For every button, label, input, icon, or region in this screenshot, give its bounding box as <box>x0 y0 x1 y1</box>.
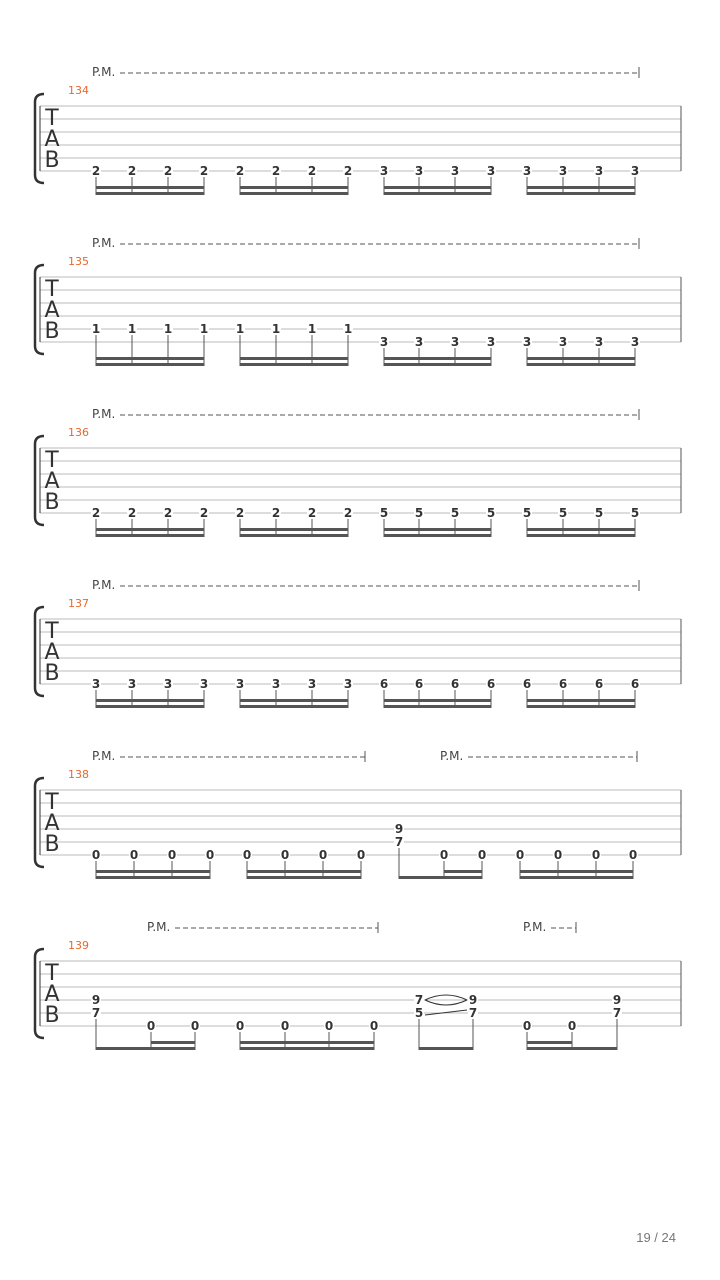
fret-number: 2 <box>163 506 173 520</box>
tab-system-136 <box>35 407 681 537</box>
fret-number: 0 <box>522 1019 532 1033</box>
fret-number: 3 <box>379 164 389 178</box>
fret-number: 3 <box>450 335 460 349</box>
tab-clef-t: T <box>45 106 59 131</box>
palm-mute-label: P.M. <box>523 920 547 934</box>
fret-number: 1 <box>127 322 137 336</box>
fret-number: 0 <box>356 848 366 862</box>
fret-number: 5 <box>379 506 389 520</box>
fret-number: 0 <box>205 848 215 862</box>
fret-number: 1 <box>235 322 245 336</box>
fret-number: 1 <box>271 322 281 336</box>
fret-number: 0 <box>324 1019 334 1033</box>
fret-number: 0 <box>515 848 525 862</box>
page-indicator: 19 / 24 <box>636 1230 676 1245</box>
fret-number: 1 <box>91 322 101 336</box>
fret-number: 3 <box>271 677 281 691</box>
fret-number: 0 <box>280 848 290 862</box>
fret-number: 3 <box>630 335 640 349</box>
fret-number: 3 <box>558 335 568 349</box>
fret-number: 3 <box>630 164 640 178</box>
palm-mute-label: P.M. <box>92 65 116 79</box>
tab-clef-a: A <box>44 811 60 836</box>
palm-mute-label: P.M. <box>92 749 116 763</box>
tab-clef-b: B <box>44 319 60 344</box>
fret-number: 6 <box>558 677 568 691</box>
fret-number: 2 <box>163 164 173 178</box>
tab-system-135 <box>35 236 681 366</box>
fret-number: 7 <box>414 993 424 1007</box>
fret-number: 2 <box>343 164 353 178</box>
palm-mute-label: P.M. <box>92 407 116 421</box>
measure-number: 139 <box>68 939 89 952</box>
fret-number: 0 <box>369 1019 379 1033</box>
fret-number: 7 <box>612 1006 622 1020</box>
fret-number: 0 <box>91 848 101 862</box>
fret-number: 3 <box>199 677 209 691</box>
tab-clef-a: A <box>44 469 60 494</box>
fret-number: 0 <box>318 848 328 862</box>
fret-number: 3 <box>522 335 532 349</box>
fret-number: 0 <box>439 848 449 862</box>
fret-number: 0 <box>477 848 487 862</box>
fret-number: 9 <box>468 993 478 1007</box>
fret-number: 5 <box>558 506 568 520</box>
fret-number: 2 <box>307 164 317 178</box>
fret-number: 7 <box>394 835 404 849</box>
fret-number: 5 <box>486 506 496 520</box>
fret-number: 6 <box>414 677 424 691</box>
fret-number: 2 <box>343 506 353 520</box>
tab-clef-a: A <box>44 640 60 665</box>
fret-number: 1 <box>307 322 317 336</box>
fret-number: 3 <box>558 164 568 178</box>
tab-clef-t: T <box>45 619 59 644</box>
fret-number: 2 <box>199 164 209 178</box>
fret-number: 3 <box>127 677 137 691</box>
fret-number: 3 <box>307 677 317 691</box>
fret-number: 3 <box>91 677 101 691</box>
fret-number: 9 <box>394 822 404 836</box>
fret-number: 5 <box>594 506 604 520</box>
fret-number: 3 <box>414 164 424 178</box>
slur-arc <box>425 995 467 1000</box>
palm-mute-label: P.M. <box>92 578 116 592</box>
fret-number: 2 <box>91 506 101 520</box>
measure-number: 137 <box>68 597 89 610</box>
fret-number: 2 <box>235 164 245 178</box>
measure-number: 138 <box>68 768 89 781</box>
fret-number: 2 <box>307 506 317 520</box>
fret-number: 3 <box>594 335 604 349</box>
fret-number: 6 <box>594 677 604 691</box>
fret-number: 0 <box>190 1019 200 1033</box>
fret-number: 5 <box>450 506 460 520</box>
fret-number: 0 <box>146 1019 156 1033</box>
fret-number: 5 <box>630 506 640 520</box>
fret-number: 3 <box>163 677 173 691</box>
fret-number: 2 <box>199 506 209 520</box>
tab-clef-b: B <box>44 490 60 515</box>
fret-number: 0 <box>567 1019 577 1033</box>
tab-system-139 <box>35 920 681 1050</box>
measure-number: 135 <box>68 255 89 268</box>
fret-number: 0 <box>167 848 177 862</box>
fret-number: 3 <box>486 335 496 349</box>
fret-number: 0 <box>280 1019 290 1033</box>
tab-system-138 <box>35 749 681 879</box>
fret-number: 0 <box>235 1019 245 1033</box>
fret-number: 2 <box>271 506 281 520</box>
fret-number: 0 <box>591 848 601 862</box>
palm-mute-label: P.M. <box>440 749 464 763</box>
measure-number: 134 <box>68 84 89 97</box>
tab-clef-b: B <box>44 1003 60 1028</box>
fret-number: 1 <box>163 322 173 336</box>
tab-clef-t: T <box>45 448 59 473</box>
tab-system-134 <box>35 65 681 195</box>
fret-number: 7 <box>91 1006 101 1020</box>
tab-clef-a: A <box>44 982 60 1007</box>
slur-arc <box>425 1000 467 1005</box>
fret-number: 2 <box>127 164 137 178</box>
fret-number: 6 <box>450 677 460 691</box>
fret-number: 1 <box>199 322 209 336</box>
fret-number: 3 <box>486 164 496 178</box>
palm-mute-label: P.M. <box>147 920 171 934</box>
palm-mute-label: P.M. <box>92 236 116 250</box>
fret-number: 5 <box>522 506 532 520</box>
tab-clef-t: T <box>45 277 59 302</box>
fret-number: 6 <box>379 677 389 691</box>
fret-number: 0 <box>628 848 638 862</box>
fret-number: 9 <box>91 993 101 1007</box>
fret-number: 0 <box>242 848 252 862</box>
fret-number: 2 <box>235 506 245 520</box>
fret-number: 5 <box>414 1006 424 1020</box>
tab-clef-b: B <box>44 832 60 857</box>
tab-clef-a: A <box>44 127 60 152</box>
fret-number: 3 <box>343 677 353 691</box>
tab-clef-t: T <box>45 961 59 986</box>
fret-number: 0 <box>129 848 139 862</box>
fret-number: 9 <box>612 993 622 1007</box>
fret-number: 0 <box>553 848 563 862</box>
fret-number: 3 <box>594 164 604 178</box>
fret-number: 3 <box>235 677 245 691</box>
tab-clef-a: A <box>44 298 60 323</box>
tab-system-137 <box>35 578 681 708</box>
tab-clef-b: B <box>44 661 60 686</box>
tab-clef-t: T <box>45 790 59 815</box>
tab-clef-b: B <box>44 148 60 173</box>
fret-number: 2 <box>127 506 137 520</box>
fret-number: 2 <box>271 164 281 178</box>
fret-number: 3 <box>379 335 389 349</box>
fret-number: 6 <box>630 677 640 691</box>
fret-number: 5 <box>414 506 424 520</box>
fret-number: 1 <box>343 322 353 336</box>
fret-number: 3 <box>522 164 532 178</box>
fret-number: 3 <box>414 335 424 349</box>
fret-number: 3 <box>450 164 460 178</box>
measure-number: 136 <box>68 426 89 439</box>
fret-number: 2 <box>91 164 101 178</box>
fret-number: 7 <box>468 1006 478 1020</box>
fret-number: 6 <box>486 677 496 691</box>
fret-number: 6 <box>522 677 532 691</box>
